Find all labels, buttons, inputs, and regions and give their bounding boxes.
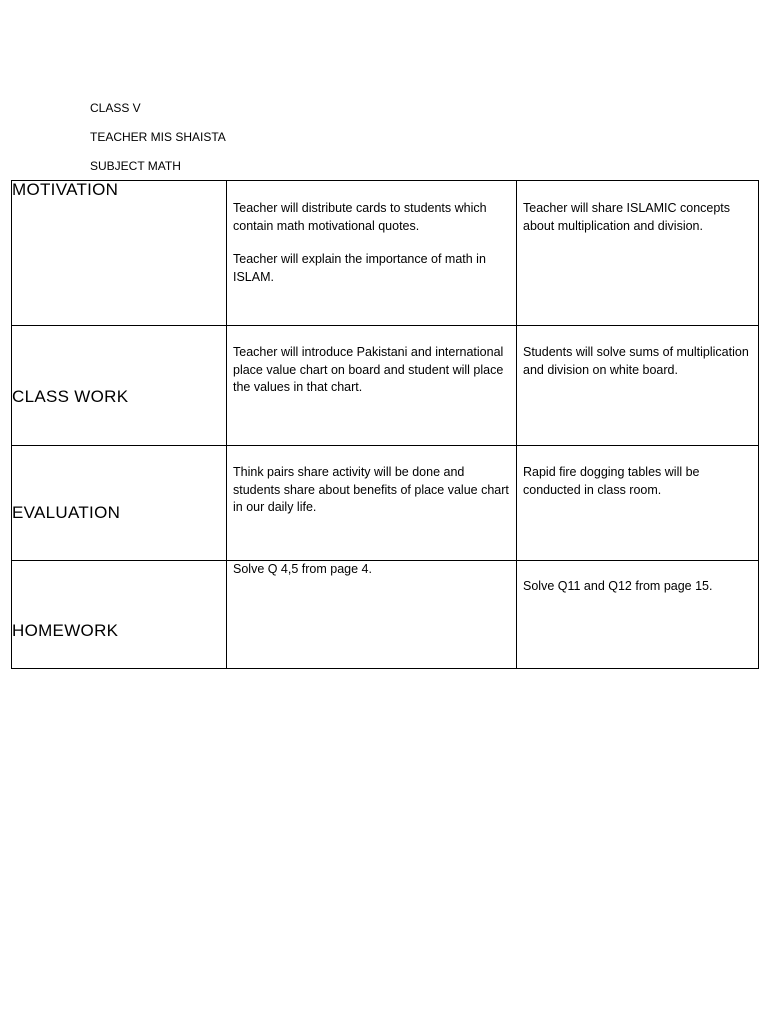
- table-row-homework: [12, 561, 759, 669]
- activity-text: Teacher will distribute cards to students which contain math motivational quotes.: [233, 201, 487, 233]
- activity-text: Solve Q 4,5 from page 4.: [233, 562, 372, 576]
- activity-text: Teacher will explain the importance of math in ISLAM.: [233, 252, 486, 284]
- document-header: [90, 94, 226, 181]
- table-row-evaluation: [12, 446, 759, 561]
- activity-cell: [517, 326, 759, 446]
- activity-text: Students will solve sums of multiplication and division on white board.: [523, 345, 749, 377]
- activity-cell: [227, 181, 517, 326]
- table-row-class-work: [12, 326, 759, 446]
- lesson-plan-table: [11, 180, 759, 669]
- row-label: MOTIVATION: [12, 180, 119, 199]
- table-row-motivation: [12, 181, 759, 326]
- activity-cell: [517, 181, 759, 326]
- row-label: HOMEWORK: [12, 621, 119, 640]
- row-label-cell: [12, 446, 227, 561]
- activity-cell: [517, 446, 759, 561]
- activity-text: Solve Q11 and Q12 from page 15.: [523, 579, 713, 593]
- row-label-cell: [12, 561, 227, 669]
- teacher-line: TEACHER MIS SHAISTA: [90, 130, 226, 144]
- activity-cell: [227, 561, 517, 669]
- row-label-cell: [12, 326, 227, 446]
- class-line: CLASS V: [90, 101, 141, 115]
- row-label: CLASS WORK: [12, 387, 129, 406]
- activity-cell: [517, 561, 759, 669]
- subject-line: SUBJECT MATH: [90, 159, 181, 173]
- row-label-cell: [12, 181, 227, 326]
- activity-text: Teacher will introduce Pakistani and international place value chart on board and student will place the values in that chart.: [233, 345, 504, 394]
- activity-cell: [227, 446, 517, 561]
- row-label: EVALUATION: [12, 503, 121, 522]
- activity-text: Think pairs share activity will be done and students share about benefits of place value chart in our daily life.: [233, 465, 509, 514]
- activity-text: Teacher will share ISLAMIC concepts about multiplication and division.: [523, 201, 731, 233]
- activity-cell: [227, 326, 517, 446]
- activity-text: Rapid fire dogging tables will be conducted in class room.: [523, 465, 700, 497]
